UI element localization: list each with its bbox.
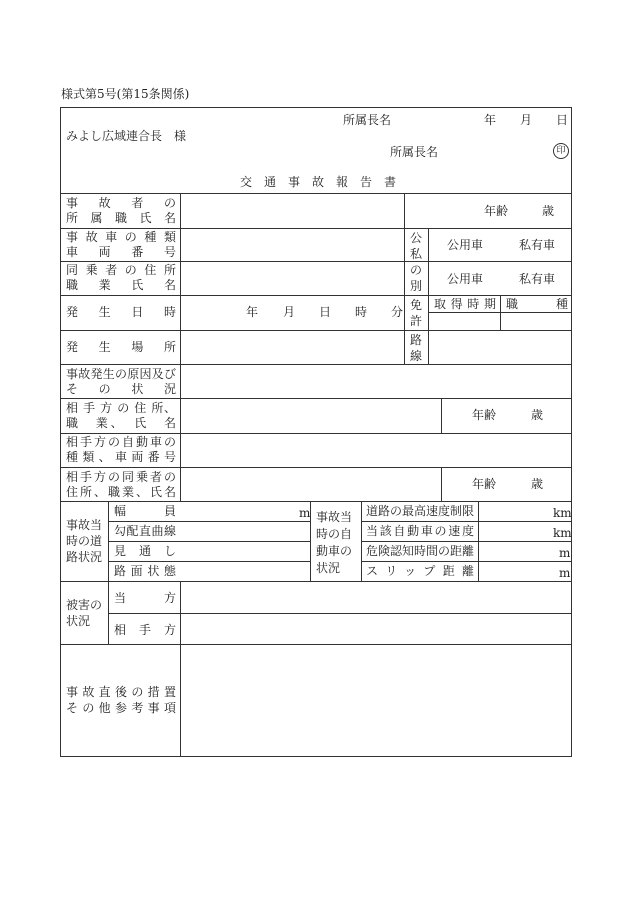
private-car-option: 私有車 [519, 238, 556, 252]
divider [60, 398, 572, 399]
license-kind-label: 種 [556, 297, 569, 311]
datetime-label: 発 生 日 時 [66, 305, 176, 319]
unit-m: m [559, 566, 571, 580]
divider [404, 330, 405, 364]
car-type-label-2: 車 両 番 号 [66, 245, 176, 259]
dt-day: 日 [319, 305, 332, 319]
jikosha-label-2: 所 属 職 氏 名 [66, 211, 176, 225]
slip-distance-label: スリップ距離 [366, 564, 474, 578]
danger-distance-label: 危険認知時間の距離 [366, 544, 475, 558]
public-private-label: 公私の別 [409, 231, 422, 293]
passenger-label-2: 職 業 氏 名 [66, 278, 176, 292]
other-party-label-2: 職 業、 氏 名 [66, 416, 176, 430]
age-label: 年齢 [472, 408, 497, 422]
seal-mark: 印 [553, 143, 569, 159]
dt-hour: 時 [355, 305, 368, 319]
divider [108, 521, 310, 522]
sai-label: 歳 [542, 204, 555, 218]
label-column-line [180, 581, 181, 757]
divider [361, 541, 572, 542]
divider [361, 521, 572, 522]
road-group-label: 事故当時の道路状況 [66, 518, 103, 564]
unit-m: m [299, 506, 311, 520]
damage-group-label: 被害の状況 [66, 598, 103, 628]
shozoku-label-2: 所属長名 [390, 145, 439, 159]
divider [404, 193, 405, 330]
addressee: みよし広域連合長 様 [66, 129, 187, 143]
measures-label-2: そ の 他 参 考 事 項 [66, 701, 176, 715]
visibility-label: 見 通 し [114, 544, 176, 558]
divider [441, 398, 442, 433]
unit-km: km [553, 526, 572, 540]
passenger-label-1: 同 乗 者 の 住 所 [66, 263, 176, 277]
car-state-group-label: 事故当時の自動車の状況 [316, 510, 353, 575]
divider [108, 613, 572, 614]
divider [428, 295, 429, 364]
dt-year: 年 [246, 305, 259, 319]
age-label: 年齢 [472, 477, 497, 491]
divider [60, 501, 572, 502]
place-label: 発 生 場 所 [66, 340, 176, 354]
car-type-label-1: 事 故 車 の 種 類 [66, 230, 176, 244]
public-car-option: 公用車 [447, 238, 484, 252]
unit-km: km [553, 506, 572, 520]
divider [60, 330, 572, 331]
divider [500, 295, 501, 330]
divider [441, 467, 442, 501]
other-passenger-label-2: 住所、職業、氏名 [66, 485, 176, 499]
width-label: 幅 員 [114, 504, 176, 518]
day-label: 日 [556, 113, 569, 127]
jikosha-label-1: 事 故 者 の [66, 196, 176, 210]
cause-label-2: そ の 状 況 [66, 382, 176, 396]
unit-m: m [559, 546, 571, 560]
dt-minute: 分 [391, 305, 404, 319]
own-side-label: 当 方 [114, 591, 176, 605]
age-label: 年齢 [484, 204, 509, 218]
other-passenger-label-1: 相手方の同乗者の [66, 470, 176, 484]
divider [60, 364, 572, 365]
route-label: 路線 [409, 333, 422, 363]
divider [361, 561, 572, 562]
form-number-label: 様式第5号(第15条関係) [61, 87, 190, 101]
month-label: 月 [520, 113, 533, 127]
other-side-label: 相 手 方 [114, 623, 176, 637]
other-car-label-2: 種類、車両番号 [66, 450, 176, 464]
divider [60, 193, 572, 194]
divider [60, 581, 572, 582]
divider [108, 561, 310, 562]
year-label: 年 [484, 113, 497, 127]
public-car-option: 公用車 [447, 272, 484, 286]
other-car-label-1: 相手方の自動車の [66, 435, 176, 449]
measures-label-1: 事 故 直 後 の 措 置 [66, 685, 176, 699]
other-party-label-1: 相 手 方 の 住 所、 [66, 401, 176, 415]
private-car-option: 私有車 [519, 272, 556, 286]
divider [108, 541, 310, 542]
divider [60, 644, 572, 645]
license-job-label: 職 [506, 297, 519, 311]
sai-label: 歳 [531, 408, 544, 422]
shozoku-label-1: 所属長名 [343, 113, 392, 127]
surface-label: 路 面 状 態 [114, 564, 176, 578]
label-column-line [180, 193, 181, 501]
license-label: 免許 [409, 298, 422, 328]
divider [428, 228, 429, 295]
own-speed-label: 当該自動車の速度 [366, 524, 474, 538]
divider [60, 467, 572, 468]
sai-label: 歳 [531, 477, 544, 491]
slope-label: 勾配直曲線 [114, 524, 176, 538]
speed-limit-label: 道路の最高速度制限 [366, 504, 475, 518]
license-date-label: 取得時期 [434, 297, 496, 311]
cause-label-1: 事故発生の原因及び [66, 367, 176, 381]
form-title: 交 通 事 故 報 告 書 [240, 175, 397, 189]
dt-month: 月 [283, 305, 296, 319]
